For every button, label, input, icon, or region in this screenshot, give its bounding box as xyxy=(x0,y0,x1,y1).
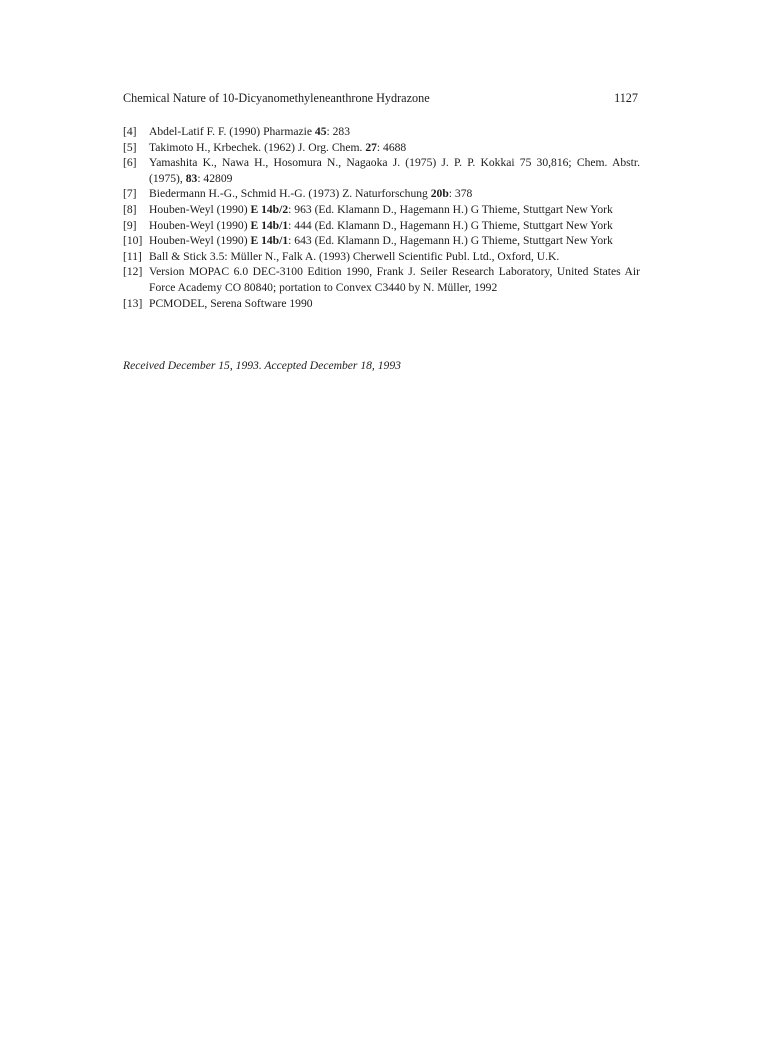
reference-number: [11] xyxy=(123,249,142,263)
reference-segment: Ball & Stick 3.5: Müller N., Falk A. (1993) Cherwell Scientific Publ. Ltd., Oxford, U.K. xyxy=(149,249,560,263)
reference-volume: 83 xyxy=(185,171,198,185)
reference-item xyxy=(123,296,640,312)
reference-volume: 20b xyxy=(430,187,449,201)
reference-segment: : 643 (Ed. Klamann D., Hagemann H.) G Thieme, Stuttgart New York xyxy=(288,234,613,248)
reference-text xyxy=(149,202,640,218)
reference-segment: : 42809 xyxy=(197,171,233,185)
reference-number: [4] xyxy=(123,125,137,138)
reference-item xyxy=(123,233,640,249)
page-number: 1127 xyxy=(614,91,638,105)
reference-item xyxy=(123,218,640,234)
reference-volume: E 14b/2 xyxy=(250,202,289,216)
reference-number: [7] xyxy=(123,187,137,201)
reference-item xyxy=(123,202,640,218)
reference-number: [10] xyxy=(123,234,143,248)
reference-segment: PCMODEL, Serena Software 1990 xyxy=(149,296,313,310)
reference-text xyxy=(149,296,640,312)
reference-volume: E 14b/1 xyxy=(250,234,289,248)
reference-segment: Abdel-Latif F. F. (1990) Pharmazie xyxy=(149,125,315,138)
reference-text xyxy=(149,249,640,265)
reference-number: [5] xyxy=(123,140,137,154)
running-title: Chemical Nature of 10-Dicyanomethyleneanthrone Hydrazone xyxy=(123,91,430,105)
reference-segment: : 444 (Ed. Klamann D., Hagemann H.) G Thieme, Stuttgart New York xyxy=(288,218,613,232)
reference-text xyxy=(149,186,640,202)
reference-segment: : 963 (Ed. Klamann D., Hagemann H.) G Thieme, Stuttgart New York xyxy=(288,202,613,216)
reference-text xyxy=(149,218,640,234)
reference-text xyxy=(149,140,640,156)
reference-text xyxy=(149,155,640,186)
reference-number: [6] xyxy=(123,156,137,170)
reference-number: [9] xyxy=(123,218,137,232)
received-note: Received December 15, 1993. Accepted December 18, 1993 xyxy=(123,359,401,372)
reference-segment: : 378 xyxy=(448,187,473,201)
reference-segment: : 283 xyxy=(326,125,350,138)
reference-segment: Biedermann H.-G., Schmid H.-G. (1973) Z. Naturforschung xyxy=(149,187,431,201)
reference-volume: 27 xyxy=(365,140,377,154)
reference-item xyxy=(123,124,640,140)
reference-number: [8] xyxy=(123,202,137,216)
reference-segment: Houben-Weyl (1990) xyxy=(149,202,251,216)
reference-text xyxy=(149,233,640,249)
reference-text xyxy=(149,264,640,295)
reference-segment: Version MOPAC 6.0 DEC-3100 Edition 1990, Frank J. Seiler Research Laboratory, United States Air Force Academy CO 80840; portation to Convex C3440 by N. Müller, 1992 xyxy=(149,265,640,294)
reference-volume: 45 xyxy=(314,125,327,138)
reference-text xyxy=(149,124,640,140)
reference-segment: Yamashita K., Nawa H., Hosomura N., Nagaoka J. (1975) J. P. P. Kokkai 75 30,816; Chem. Abstr. (1975), xyxy=(149,156,640,185)
reference-item xyxy=(123,186,640,202)
reference-segment: Houben-Weyl (1990) xyxy=(149,234,251,248)
reference-volume: E 14b/1 xyxy=(250,218,289,232)
reference-item xyxy=(123,249,640,265)
reference-number: [13] xyxy=(123,296,143,310)
reference-segment: Houben-Weyl (1990) xyxy=(149,218,251,232)
reference-list xyxy=(123,124,640,311)
reference-number: [12] xyxy=(123,265,143,279)
reference-item xyxy=(123,155,640,186)
reference-segment: Takimoto H., Krbechek. (1962) J. Org. Chem. xyxy=(149,140,366,154)
reference-segment: : 4688 xyxy=(376,140,407,154)
reference-item xyxy=(123,140,640,156)
reference-item xyxy=(123,264,640,295)
